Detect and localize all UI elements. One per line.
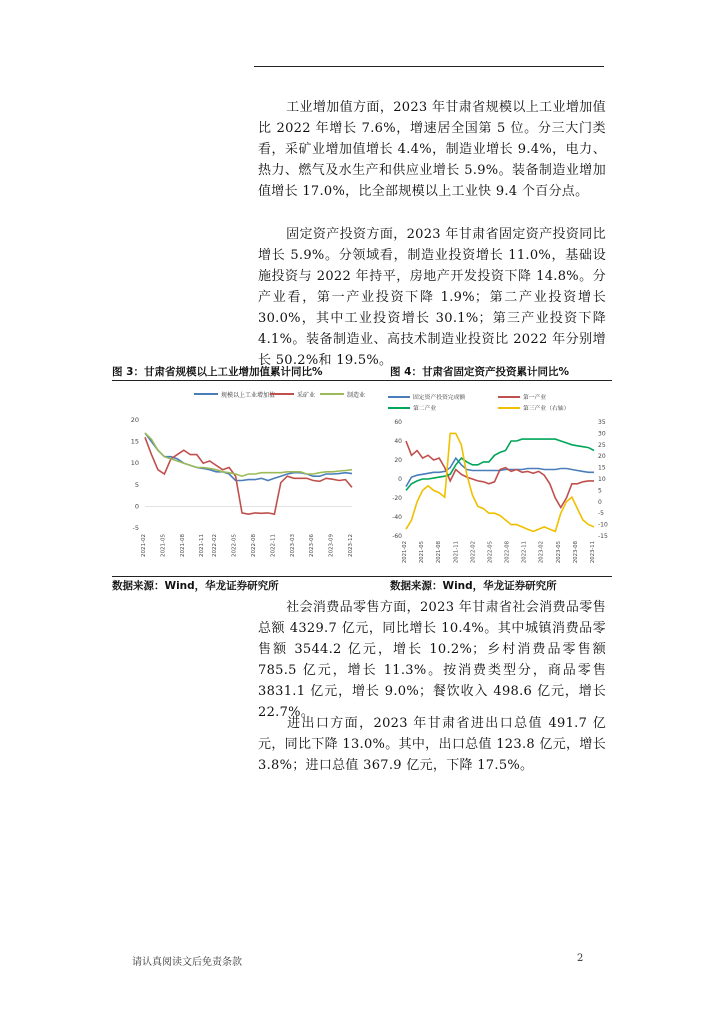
x-tick-label: 2021-08 [179,534,186,557]
y-left-tick-label: 40 [394,438,402,445]
x-tick-label: 2022-11 [521,541,528,564]
series-line [406,458,594,487]
y-right-tick-label: 10 [598,476,606,483]
x-tick-label: 2023-03 [289,534,296,557]
x-tick-label: 2021-02 [402,541,408,564]
figure-bottom-rule [112,576,612,577]
legend-label: 第三产业（右轴） [523,406,570,412]
y-right-tick-label: 20 [598,453,606,461]
chart-industrial-value-added [112,380,366,575]
y-right-tick-label: 30 [598,430,606,438]
y-right-tick-label: 15 [598,464,606,472]
paragraph-retail: 社会消费品零售方面，2023 年甘肃省社会消费品零售总额 4329.7 亿元，同比增长 10.4%。其中城镇消费品零售额 3544.2 亿元，增长 10.2%；乡村消费品零售额 785.5 亿元，增长 11.3%。按消费类型分，商品零售 3831.1 亿元，增长 9.0%；餐饮收入 498.6 亿元，增长 22.7%。 [258,600,606,720]
y-right-tick-label: -15 [598,533,608,540]
y-right-tick-label: 5 [598,487,602,495]
x-tick-label: 2022-11 [270,534,277,557]
x-tick-label: 2021-05 [419,541,426,564]
y-left-tick-label: -40 [392,514,402,521]
fig3-source: 数据来源：Wind，华龙证券研究所 [112,580,279,592]
x-tick-label: 2023-11 [590,541,596,564]
fig4-source: 数据来源：Wind，华龙证券研究所 [390,580,557,592]
x-tick-label: 2022-05 [487,541,494,564]
legend-label: 固定资产投资完成额 [413,395,466,401]
y-left-tick-label: 0 [398,476,402,483]
series-line [406,439,594,490]
y-right-tick-label: 0 [598,498,602,506]
legend-label: 规模以上工业增加值 [221,392,276,399]
x-tick-label: 2021-05 [160,534,167,557]
x-tick-label: 2021-08 [436,541,443,564]
x-tick-label: 2023-09 [328,534,335,557]
y-tick-label: 15 [130,437,139,446]
x-tick-label: 2022-08 [250,534,257,557]
x-tick-label: 2023-05 [555,541,562,564]
y-tick-label: -5 [132,524,139,532]
x-tick-label: 2021-11 [453,541,460,564]
y-tick-label: 10 [130,459,139,468]
x-tick-label: 2023-08 [572,541,579,564]
x-tick-label: 2022-05 [231,534,238,557]
legend-label: 第一产业 [523,395,547,401]
header-rule [254,66,604,67]
page-number: 2 [577,953,584,964]
fig3-caption: 图 3：甘肃省规模以上工业增加值累计同比% [112,366,323,378]
x-tick-label: 2022-02 [212,534,219,557]
chart-fixed-asset-investment [380,380,612,575]
legend-label: 制造业 [347,392,366,399]
fig4-caption: 图 4：甘肃省固定资产投资累计同比% [390,366,569,378]
footer-disclaimer: 请认真阅读文后免责条款 [132,957,242,968]
x-tick-label: 2022-08 [504,541,511,564]
y-right-tick-label: 35 [598,419,606,426]
y-left-tick-label: -60 [392,533,402,540]
y-right-tick-label: 25 [598,441,606,449]
x-tick-label: 2023-12 [348,534,354,557]
y-tick-label: 20 [130,416,139,424]
legend-label: 第二产业 [413,406,437,412]
y-left-tick-label: 60 [394,419,402,426]
x-tick-label: 2021-11 [199,534,206,557]
figure-caption-row [112,364,612,380]
y-left-tick-label: -20 [392,495,402,502]
y-right-tick-label: -5 [598,510,604,518]
x-tick-label: 2022-02 [470,541,477,564]
x-tick-label: 2023-02 [538,541,545,564]
y-tick-label: 5 [134,480,139,489]
paragraph-investment: 固定资产投资方面，2023 年甘肃省固定资产投资同比增长 5.9%。分领域看，制造业投资增长 11.0%，基础设施投资与 2022 年持平，房地产开发投资下降 14.8%。分产业看，第一产业投资下降 1.9%；第二产业投资增长 30.0%，其中工业投资增长 30.1%；第三产业投资下降 4.1%。装备制造业、高技术制造业投资比 2022 年分别增长 50.2%和 19.5%。 [258,227,606,368]
series-line [406,441,594,508]
x-tick-label: 2021-02 [141,534,147,557]
series-line [406,433,594,531]
y-right-tick-label: -10 [598,521,608,529]
legend-label: 采矿业 [297,392,316,399]
x-tick-label: 2023-06 [309,534,316,557]
paragraph-trade: 进出口方面，2023 年甘肃省进出口总值 491.7 亿元，同比下降 13.0%。其中，出口总值 123.8 亿元，增长 3.8%；进口总值 367.9 亿元，下降 17.5%。 [258,716,606,773]
y-tick-label: 0 [134,502,139,511]
paragraph-industrial: 工业增加值方面，2023 年甘肃省规模以上工业增加值比 2022 年增长 7.6%，增速居全国第 5 位。分三大门类看，采矿业增加值增长 4.4%，制造业增长 9.4%，电力、热力、燃气及水生产和供应业增长 5.9%。装备制造业增加值增长 17.0%，比全部规模以上工业快 9.4 个百分点。 [258,100,606,199]
y-left-tick-label: 20 [394,457,402,464]
